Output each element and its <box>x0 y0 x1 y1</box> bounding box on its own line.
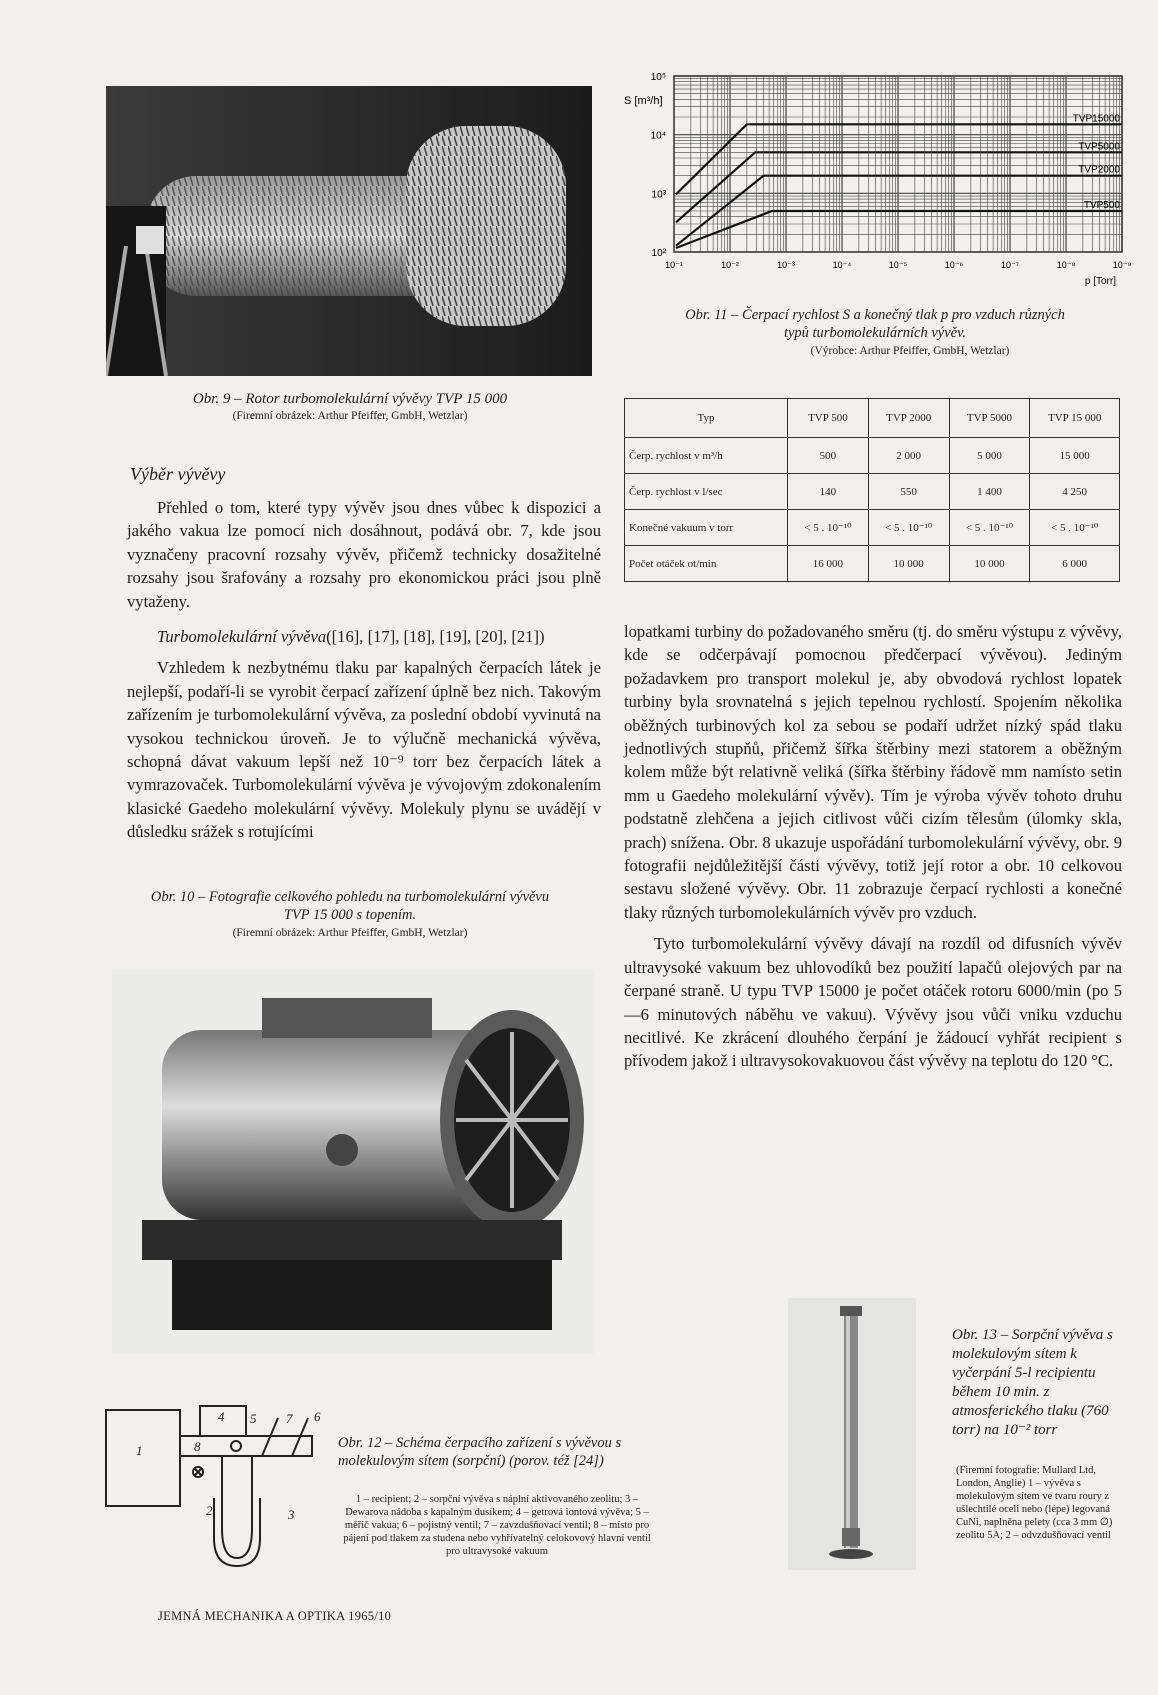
pumping-speed-chart <box>614 66 1134 290</box>
spec-table-grid <box>624 398 1120 582</box>
schematic-label-3: 3 <box>288 1507 295 1522</box>
fig12-legend: 1 – recipient; 2 – sorpční vývěva s náplní aktivovaného zeolitu; 3 – Dewarova nádoba s kapalným dusíkem; 4 – getrová iontová vývěva; 5 – měřič vakua; 6 – pojistný ventil; 7 – zavzdušňovací ventil; 8 – místo pro pájení pod tlakem za studena nebo vyhřívatelný celokovový hlavní ventil pro ultravysoké vakuum <box>343 1494 651 1557</box>
schematic-label-5: 5 <box>250 1411 257 1426</box>
spec-table <box>624 398 1120 582</box>
fig10-caption-line1: Obr. 10 – Fotografie celkového pohledu na turbomolekulární vývěvu <box>150 889 550 905</box>
table-cell: Čerp. rychlost v m³/h <box>625 438 788 474</box>
table-cell: 10 000 <box>949 546 1030 582</box>
rotor-photo <box>106 86 592 376</box>
table-cell: Počet otáček ot/min <box>625 546 788 582</box>
table-cell: < 5 . 10⁻¹⁰ <box>1030 510 1120 546</box>
table-header-2: TVP 2000 <box>868 399 949 438</box>
table-row <box>625 510 1120 546</box>
table-row <box>625 438 1120 474</box>
x-tick-label: 10⁻³ <box>777 260 795 270</box>
x-tick-label: 10⁻⁵ <box>888 260 908 270</box>
x-axis-label: p [Torr] <box>1084 276 1116 287</box>
section-heading: Výběr vývěvy <box>130 464 226 484</box>
schematic-label-4: 4 <box>218 1409 225 1424</box>
table-cell: 550 <box>868 474 949 510</box>
paragraph-1: Přehled o tom, které typy vývěv jsou dnes vůbec k dispozici a jakého vakua lze pomocí nich dosáhnout, podává obr. 7, kde jsou vyznačeny pracovní rozsahy vývěv, přičemž technicky dosažitelné rozsahy jsou šrafovány a rozsahy pro ekonomickou práci jsou plně vytaženy. <box>127 498 601 611</box>
table-cell: Konečné vakuum v torr <box>625 510 788 546</box>
y-axis-label: S [m³/h] <box>624 95 663 107</box>
y-tick-label: 10⁵ <box>650 72 666 83</box>
turbo-heading: Turbomolekulární vývěva <box>157 627 327 647</box>
left-column-text <box>127 496 601 844</box>
x-tick-label: 10⁻⁸ <box>1056 260 1076 270</box>
table-cell: 4 250 <box>1030 474 1120 510</box>
fig10-credit: (Firemní obrázek: Arthur Pfeiffer, GmbH, Wetzlar) <box>232 927 468 939</box>
fig9-credit: (Firemní obrázek: Arthur Pfeiffer, GmbH, Wetzlar) <box>232 410 468 422</box>
x-tick-label: 10⁻² <box>721 260 739 270</box>
paragraph-2 <box>127 625 601 648</box>
x-tick-label: 10⁻¹ <box>665 260 683 270</box>
sorption-pump-photo <box>788 1298 916 1570</box>
fig13-legend: (Firemní fotografie: Mullard Ltd, London, Anglie) 1 – vývěva s molekulovým sítem ve tvaru roury z ušlechtilé oceli nebo (lépe) legovaná CuNi, naplněna pelety (cca 3 mm ∅) zeolitu 5A; 2 – odvzdušňovací ventil <box>956 1465 1113 1541</box>
fig10-caption-line2: TVP 15 000 s topením. <box>283 907 417 923</box>
table-cell: 16 000 <box>788 546 869 582</box>
table-cell: 6 000 <box>1030 546 1120 582</box>
table-cell: 10 000 <box>868 546 949 582</box>
fig11-caption-line2: typů turbomolekulárních vývěv. <box>783 325 967 341</box>
y-tick-label: 10² <box>651 248 666 259</box>
fig13-caption: Obr. 13 – Sorpční vývěva s molekulovým sítem k vyčerpání 5-l recipientu během 10 min. z atmosferického tlaku (760 torr) na 10⁻² torr <box>952 1327 1113 1438</box>
table-cell: < 5 . 10⁻¹⁰ <box>788 510 869 546</box>
table-cell: 15 000 <box>1030 438 1120 474</box>
table-cell: 500 <box>788 438 869 474</box>
table-row <box>625 546 1120 582</box>
journal-footer: JEMNÁ MECHANIKA A OPTIKA 1965/10 <box>158 1609 392 1623</box>
fig11-credit: (Výrobce: Arthur Pfeiffer, GmbH, Wetzlar) <box>810 345 1010 357</box>
table-cell: 1 400 <box>949 474 1030 510</box>
table-cell: 5 000 <box>949 438 1030 474</box>
fig10-caption <box>100 888 600 924</box>
table-cell: 2 000 <box>868 438 949 474</box>
paragraph-3: Vzhledem k nezbytnému tlaku par kapalných čerpacích látek je nejlepší, podaří-li se vyrobit čerpací zařízení úplně bez nich. Takovým zařízením je turbomolekulární vývěva, za poslední období vyvinutá na vysokou technickou úroveň. Je to výlučně mechanická vývěva, schopná dávat vakuum lepší než 10⁻⁹ torr bez čerpacích látek a vymrazovaček. Turbomolekulární vývěva je vývojovým zdokonalením klasické Gaedeho molekulární vývěvy. Molekuly plynu se uvádějí v důsledku srážek s rotujícími <box>127 658 601 842</box>
table-header-0: Typ <box>625 399 788 438</box>
references: ([16], [17], [18], [19], [20], [21]) <box>326 627 545 647</box>
vacuum-schematic <box>102 1388 322 1568</box>
table-row <box>625 474 1120 510</box>
table-cell: < 5 . 10⁻¹⁰ <box>868 510 949 546</box>
table-header-1: TVP 500 <box>788 399 869 438</box>
y-tick-label: 10³ <box>651 189 666 201</box>
x-tick-label: 10⁻⁹ <box>1112 260 1132 270</box>
fig11-caption-line1: Obr. 11 – Čerpací rychlost S a konečný tlak p pro vzduch různých <box>685 307 1065 323</box>
x-tick-label: 10⁻⁷ <box>1000 260 1020 270</box>
x-tick-label: 10⁻⁶ <box>944 260 964 270</box>
schematic-label-6: 6 <box>314 1409 321 1424</box>
table-cell: 140 <box>788 474 869 510</box>
series-label: TVP500 <box>1083 199 1120 211</box>
schematic-label-8: 8 <box>194 1439 201 1454</box>
fig9-caption: Obr. 9 – Rotor turbomolekulární vývěvy TVP 15 000 <box>192 391 508 407</box>
fig11-caption <box>620 306 1130 342</box>
schematic-label-1: 1 <box>136 1443 143 1458</box>
series-label: TVP2000 <box>1078 164 1120 176</box>
series-label: TVP15000 <box>1072 113 1120 125</box>
schematic-label-7: 7 <box>286 1411 293 1426</box>
table-cell: < 5 . 10⁻¹⁰ <box>949 510 1030 546</box>
series-label: TVP5000 <box>1078 141 1120 153</box>
right-column-text <box>624 620 1122 1073</box>
fig12-caption: Obr. 12 – Schéma čerpacího zařízení s vývěvou s molekulovým sítem (sorpční) (porov. též [24]) <box>338 1435 622 1469</box>
x-tick-label: 10⁻⁴ <box>832 260 852 270</box>
schematic-label-2: 2 <box>206 1503 213 1518</box>
pump-assembly-photo <box>112 970 594 1354</box>
right-paragraph-2: Tyto turbomolekulární vývěvy dávají na rozdíl od difusních vývěv ultravysoké vakuum bez uhlovodíků bez použití lapačů olejových par na čerpané straně. U typu TVP 15000 je počet otáček rotoru 6000/min (po 5—6 minutových náběhu ve vakuu). Vývěvy jsou vůči vniku vzduchu necitlivé. Ke zkrácení dlouhého čerpání je žádoucí vyhřát recipient s přívodem jakož i ultravysokovakuovou část vývěvy na teplotu do 120 °C. <box>624 934 1122 1071</box>
table-cell: Čerp. rychlost v l/sec <box>625 474 788 510</box>
table-header-4: TVP 15 000 <box>1030 399 1120 438</box>
right-paragraph-1: lopatkami turbiny do požadovaného směru (tj. do směru výstupu z vývěvy, kde se odčerpávají pomocnou předčerpací vývěvou). Jediným požadavkem pro transport molekul je, aby obvodová rychlost lopatek turbiny byla srovnatelná s jejich tepelnou rychlostí. Spojením několika oběžných turbinových kol za sebou se podaří udržet nízký spád tlaku jednotlivých stupňů, přičemž šířka štěrbiny mezi statorem a oběžným kolem může být relativně veliká (šířka štěrbiny řádově mm namísto setin mm u Gaedeho molekulární vývěv). Tím je výroba vývěv tohoto druhu podstatně zlehčena a jejich citlivost vůči cizím tělesům (úlomky skla, prach) snížena. Obr. 8 ukazuje uspořádání turbomolekulární vývěvy, obr. 9 fotografii nejdůležitější části vývěvy, totiž její rotor a obr. 10 celkovou sestavu složené vývěvy. Obr. 11 zobrazuje čerpací rychlosti a konečné tlaky různých turbomolekulárních vývěv pro vzduch. <box>624 622 1122 922</box>
y-tick-label: 10⁴ <box>650 130 666 142</box>
table-header-3: TVP 5000 <box>949 399 1030 438</box>
